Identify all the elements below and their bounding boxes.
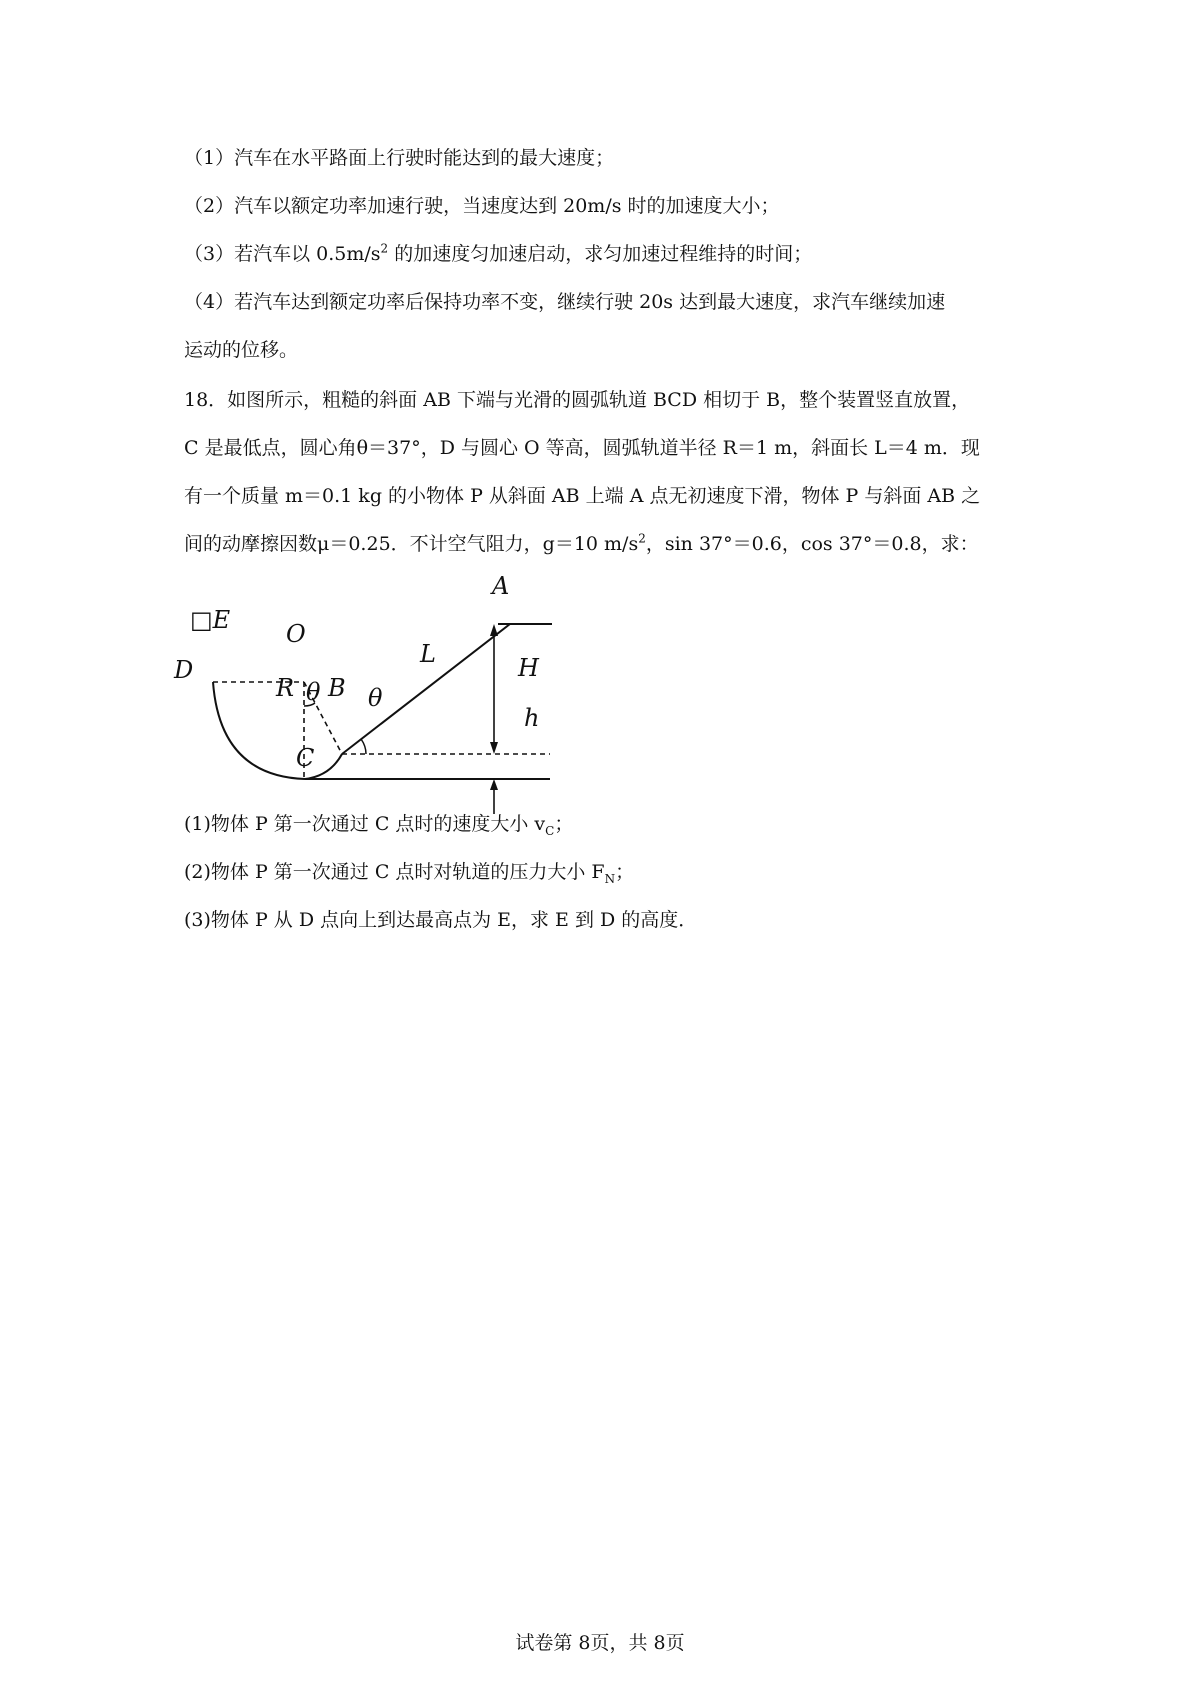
q17-sub3-sup: 2	[380, 241, 389, 256]
q18-part1-post: ；	[554, 813, 574, 835]
track-diagram	[174, 572, 580, 816]
label-c: C	[296, 744, 315, 772]
q17-sub3	[184, 240, 812, 268]
q17-sub1: （1）汽车在水平路面上行驶时能达到的最大速度；	[184, 147, 615, 169]
q18-line4-sup: 2	[638, 531, 646, 546]
label-a: A	[492, 572, 510, 600]
q18-part2-sub: N	[604, 871, 616, 886]
label-r: R	[276, 674, 295, 702]
h-arrow-up	[490, 624, 498, 636]
q18-part1-pre: (1)物体 P 第一次通过 C 点时的速度大小 v	[184, 813, 546, 835]
q18-part2-pre: (2)物体 P 第一次通过 C 点时对轨道的压力大小 F	[184, 861, 605, 883]
q17-sub4-line2: 运动的位移。	[184, 339, 299, 361]
q18-line4-pre: 间的动摩擦因数μ＝0.25．不计空气阻力，g＝10 m/s	[184, 533, 639, 555]
q18-line1: 18．如图所示，粗糙的斜面 AB 下端与光滑的圆弧轨道 BCD 相切于 B，整个装置竖直放置，	[184, 389, 971, 411]
label-h-upper: H	[518, 654, 539, 682]
q18-part2	[184, 858, 634, 886]
q18-part3: (3)物体 P 从 D 点向上到达最高点为 E，求 E 到 D 的高度．	[184, 909, 698, 931]
label-h-lower: h	[524, 704, 540, 732]
q18-part2-post: ；	[615, 861, 635, 883]
q18-line2: C 是最低点，圆心角θ＝37°，D 与圆心 O 等高，圆弧轨道半径 R＝1 m，斜面长 L＝4 m．现	[184, 437, 980, 459]
label-theta-b: θ	[368, 684, 383, 712]
h-arrow-down	[490, 742, 498, 754]
q17-sub3-post: 的加速度匀加速启动，求匀加速过程维持的时间；	[388, 243, 813, 265]
q17-sub2: （2）汽车以额定功率加速行驶，当速度达到 20m/s 时的加速度大小；	[184, 195, 780, 217]
label-b: B	[328, 674, 346, 702]
angle-arc-b	[361, 739, 366, 754]
label-theta-o: θ	[306, 678, 321, 706]
q17-sub4-line1: （4）若汽车达到额定功率后保持功率不变，继续行驶 20s 达到最大速度，求汽车继续加速	[184, 291, 946, 313]
q17-sub3-pre: （3）若汽车以 0.5m/s	[184, 243, 381, 265]
label-e: □E	[190, 606, 231, 634]
q18-part1-sub: C	[545, 823, 555, 838]
q18-part1	[184, 810, 573, 838]
small-h-arrow-up	[490, 779, 498, 790]
q18-line4	[184, 530, 979, 558]
label-l: L	[420, 640, 436, 668]
q18-line4-post: ，sin 37°＝0.6，cos 37°＝0.8，求：	[645, 533, 979, 555]
label-o: O	[286, 620, 306, 648]
label-d: D	[174, 656, 194, 684]
page-footer: 试卷第 8页，共 8页	[515, 1632, 685, 1654]
q18-line3: 有一个质量 m＝0.1 kg 的小物体 P 从斜面 AB 上端 A 点无初速度下滑，物体 P 与斜面 AB 之	[184, 485, 981, 507]
